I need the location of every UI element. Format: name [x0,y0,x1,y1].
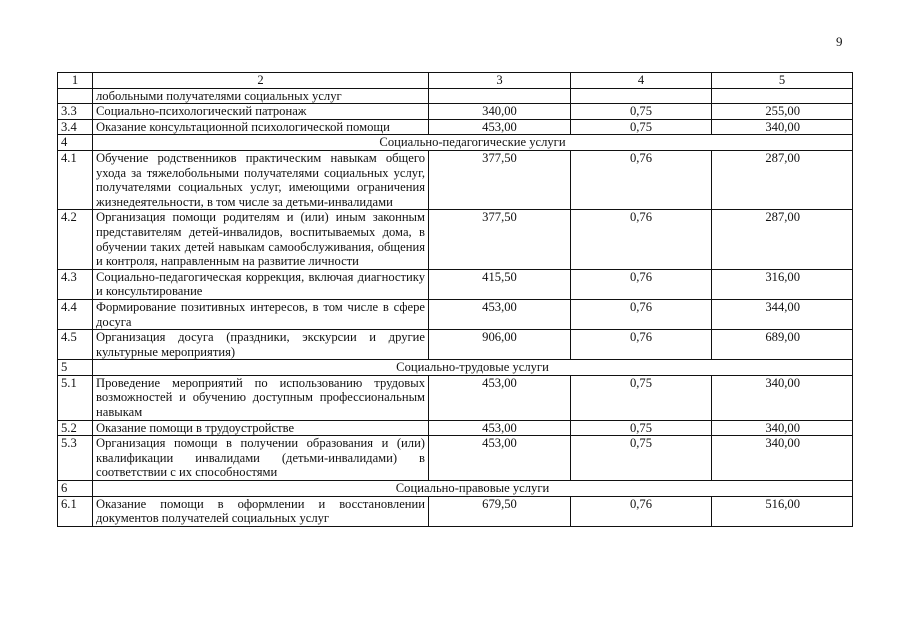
coefficient-value: 0,75 [571,375,712,420]
table-row [58,119,853,135]
row-number: 4.4 [58,299,93,329]
tariff-value: 453,00 [429,375,571,420]
tariff-value: 453,00 [429,299,571,329]
tariff-value: 453,00 [429,420,571,436]
price-value: 340,00 [712,375,853,420]
section-title: Социально-правовые услуги [93,481,853,497]
section-row [58,135,853,151]
table-row [58,375,853,420]
section-number: 6 [58,481,93,497]
section-number: 5 [58,360,93,376]
table-row [58,150,853,209]
section-title: Социально-педагогические услуги [93,135,853,151]
price-value [712,88,853,104]
coefficient-value: 0,76 [571,299,712,329]
coefficient-value: 0,75 [571,119,712,135]
price-value: 287,00 [712,210,853,269]
row-number: 3.4 [58,119,93,135]
price-value: 287,00 [712,150,853,209]
header-cell: 2 [93,73,429,89]
tariff-value: 340,00 [429,104,571,120]
table-body [58,73,853,527]
header-cell: 1 [58,73,93,89]
service-name: Социально-психологический патронаж [93,104,429,120]
tariff-value: 453,00 [429,436,571,481]
price-value: 689,00 [712,330,853,360]
tariff-value: 453,00 [429,119,571,135]
header-cell: 3 [429,73,571,89]
service-name: лобольными получателями социальных услуг [93,88,429,104]
service-name: Формирование позитивных интересов, в том числе в сфере досуга [93,299,429,329]
table-row [58,436,853,481]
tariff-value: 906,00 [429,330,571,360]
coefficient-value: 0,75 [571,104,712,120]
row-number: 4.5 [58,330,93,360]
table-row [58,104,853,120]
row-number: 3.3 [58,104,93,120]
coefficient-value: 0,75 [571,420,712,436]
header-cell: 4 [571,73,712,89]
tariff-value [429,88,571,104]
coefficient-value: 0,76 [571,269,712,299]
row-number: 4.2 [58,210,93,269]
table-row [58,420,853,436]
price-value: 344,00 [712,299,853,329]
coefficient-value: 0,76 [571,496,712,526]
section-row [58,360,853,376]
coefficient-value: 0,75 [571,436,712,481]
service-name: Организация помощи родителям и (или) иным законным представителям детей-инвалидов, воспитываемых дома, в обучении таких детей навыкам самообслуживания, общения и контроля, направленным на развитие личности [93,210,429,269]
price-value: 316,00 [712,269,853,299]
tariff-value: 377,50 [429,150,571,209]
price-value: 340,00 [712,119,853,135]
tariff-value: 679,50 [429,496,571,526]
service-name: Организация досуга (праздники, экскурсии и другие культурные мероприятия) [93,330,429,360]
tariff-table [57,72,853,527]
service-name: Оказание помощи в оформлении и восстановлении документов получателей социальных услуг [93,496,429,526]
table-header-row [58,73,853,89]
service-name: Оказание консультационной психологической помощи [93,119,429,135]
row-number: 5.3 [58,436,93,481]
continuation-row [58,88,853,104]
service-name: Проведение мероприятий по использованию трудовых возможностей и обучению доступным профессиональным навыкам [93,375,429,420]
price-value: 340,00 [712,420,853,436]
row-number: 6.1 [58,496,93,526]
tariff-value: 415,50 [429,269,571,299]
price-value: 340,00 [712,436,853,481]
service-name: Оказание помощи в трудоустройстве [93,420,429,436]
tariff-value: 377,50 [429,210,571,269]
table-row [58,330,853,360]
row-number: 4.3 [58,269,93,299]
coefficient-value: 0,76 [571,330,712,360]
table-row [58,496,853,526]
section-title: Социально-трудовые услуги [93,360,853,376]
coefficient-value [571,88,712,104]
page-number: 9 [836,34,843,49]
table-row [58,210,853,269]
section-number: 4 [58,135,93,151]
price-value: 516,00 [712,496,853,526]
coefficient-value: 0,76 [571,150,712,209]
price-value: 255,00 [712,104,853,120]
service-name: Обучение родственников практическим навыкам общего ухода за тяжелобольными получателями социальных услуг, получателями социальных услуг, имеющими ограничения жизнедеятельности, в том числе за детьми-инвалидами [93,150,429,209]
header-cell: 5 [712,73,853,89]
coefficient-value: 0,76 [571,210,712,269]
row-number: 4.1 [58,150,93,209]
section-row [58,481,853,497]
row-number [58,88,93,104]
table-row [58,299,853,329]
row-number: 5.1 [58,375,93,420]
row-number: 5.2 [58,420,93,436]
service-name: Организация помощи в получении образования и (или) квалификации инвалидами (детьми-инвалидами) в соответствии с их способностями [93,436,429,481]
service-name: Социально-педагогическая коррекция, включая диагностику и консультирование [93,269,429,299]
table-row [58,269,853,299]
